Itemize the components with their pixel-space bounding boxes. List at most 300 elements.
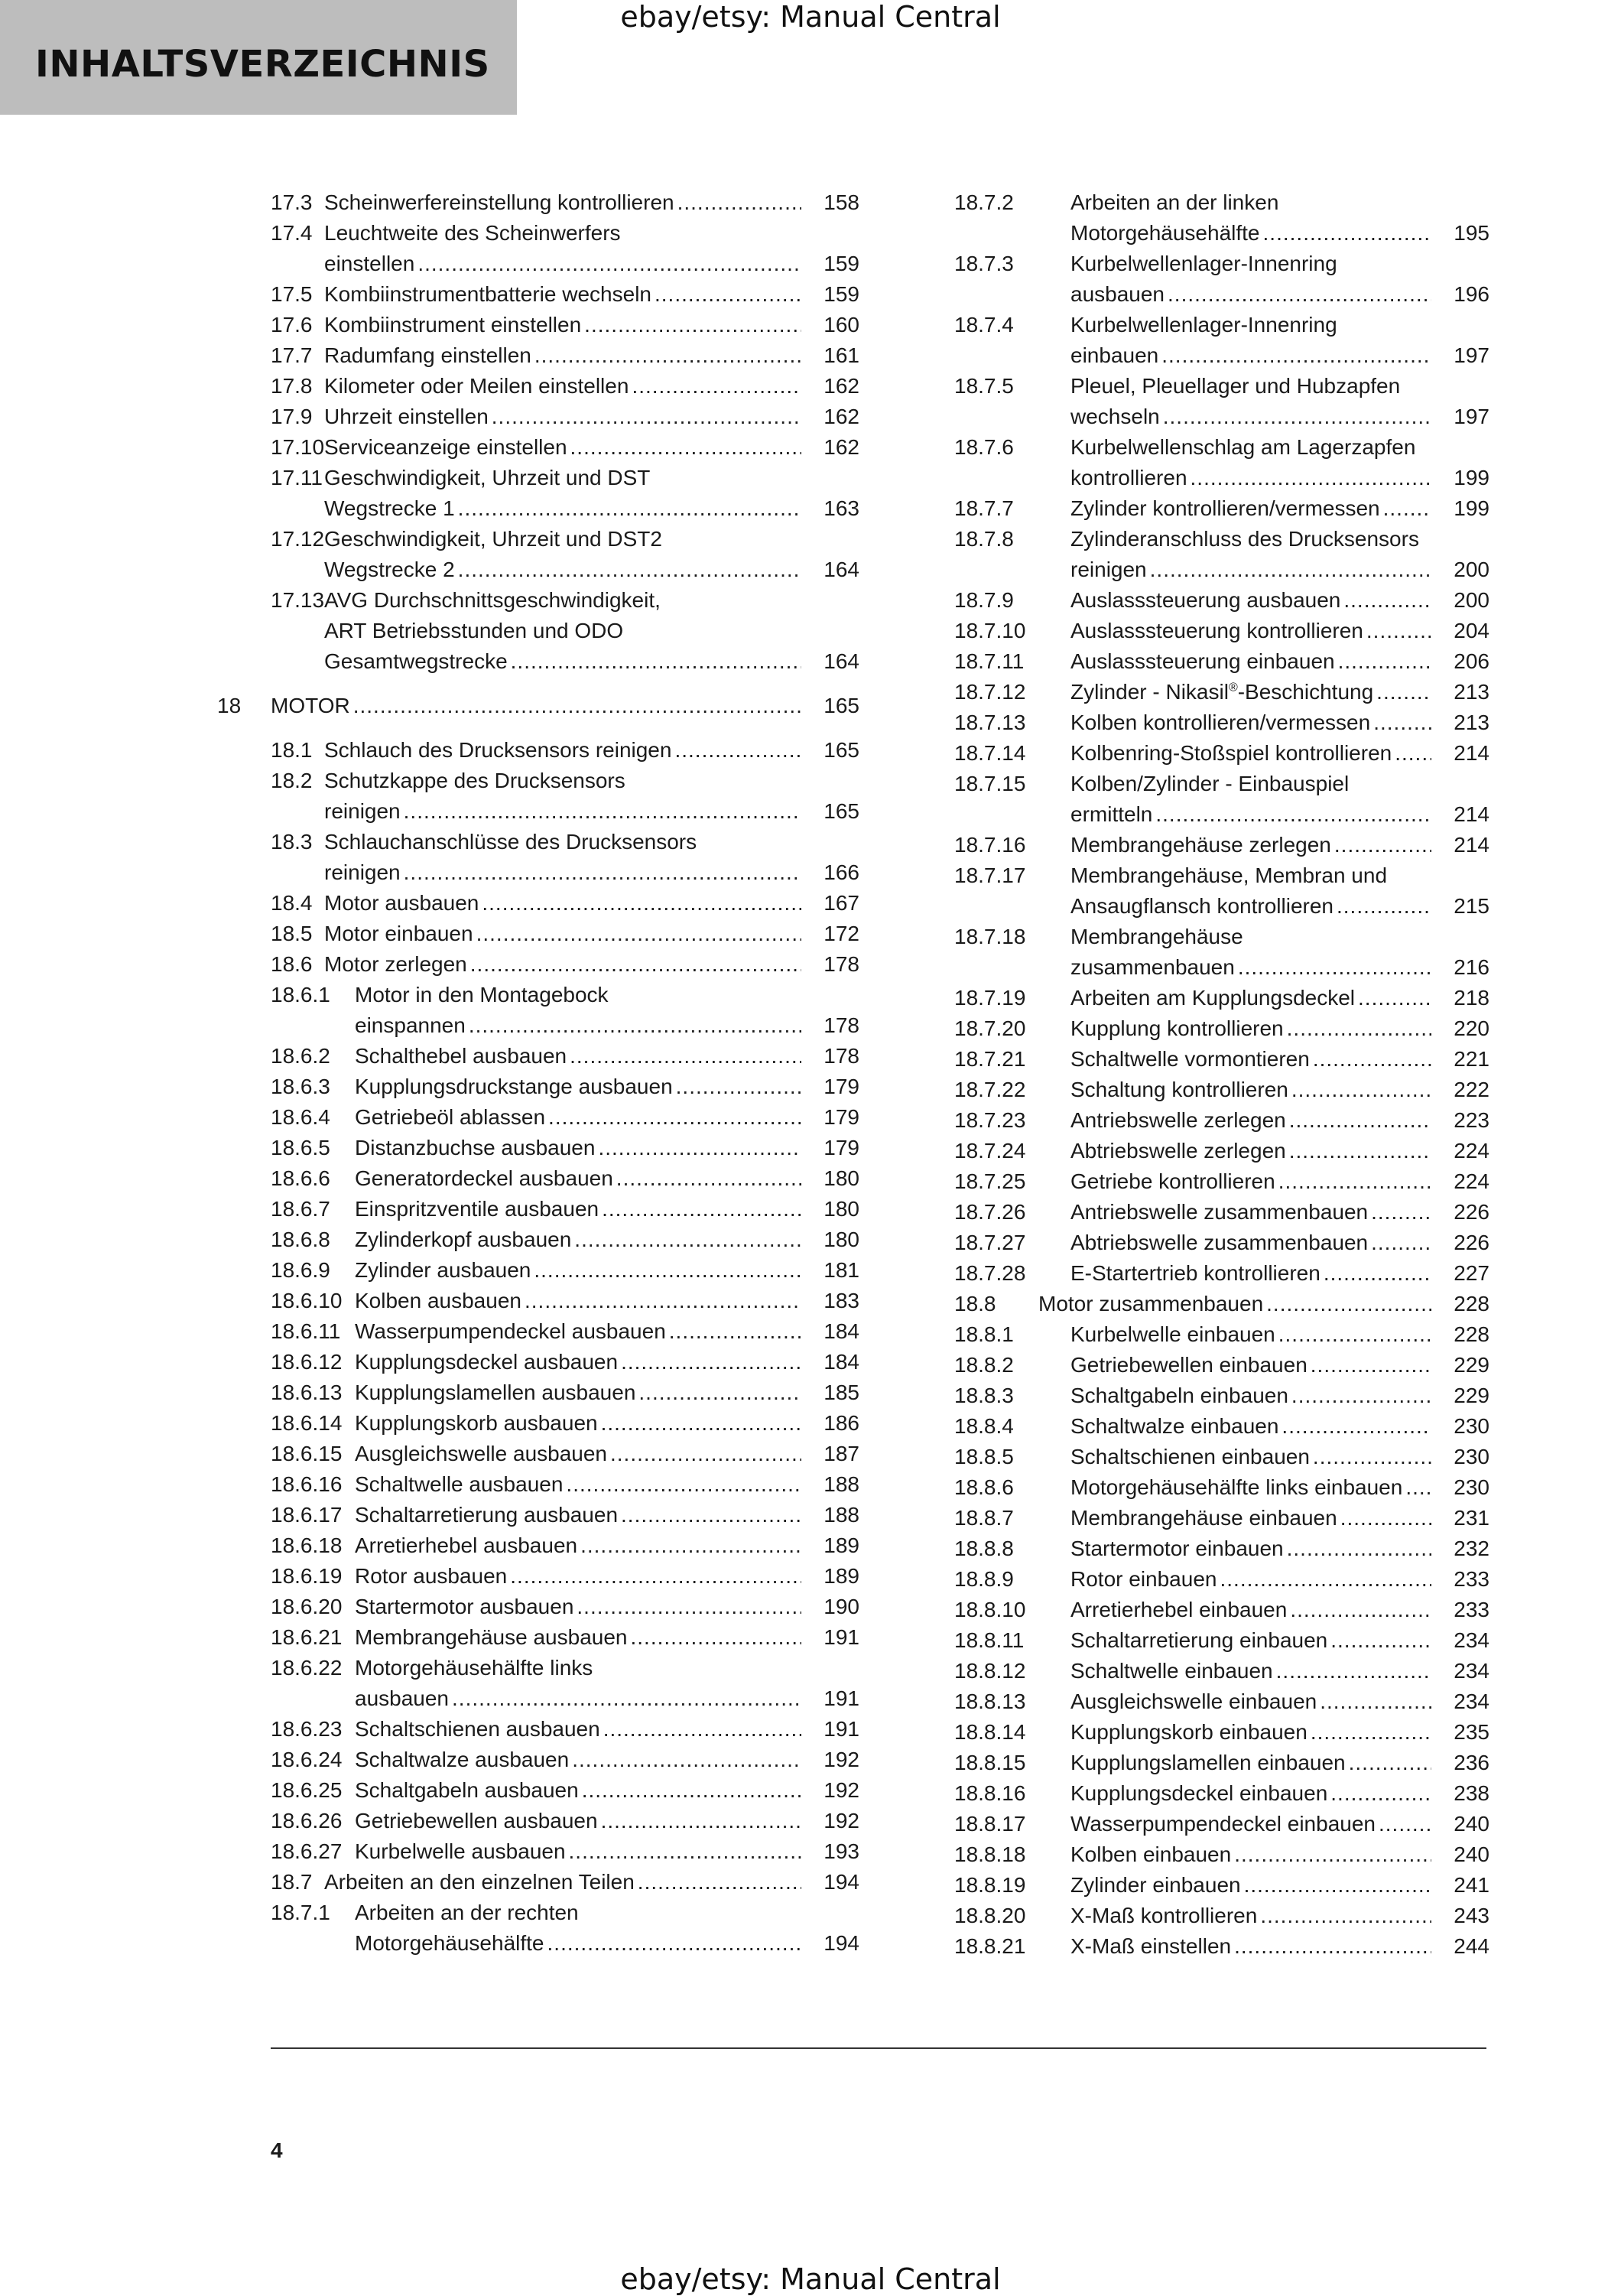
toc-entry-page: 188 <box>823 1472 859 1496</box>
toc-entry-page: 178 <box>823 1013 859 1037</box>
toc-entry-number: 18.6.17 <box>271 1503 343 1527</box>
toc-entry-title: Leuchtweite des Scheinwerfers <box>324 221 621 245</box>
toc-entry-title: Rotor einbauen <box>1070 1567 1217 1591</box>
toc-entry[interactable] <box>954 1839 1489 1870</box>
toc-entry[interactable] <box>954 585 1489 616</box>
toc-entry[interactable] <box>954 1625 1489 1656</box>
toc-entry[interactable] <box>954 1013 1489 1044</box>
toc-entry-page: 185 <box>823 1381 859 1404</box>
toc-entry[interactable] <box>954 1809 1489 1839</box>
toc-entry-page: 197 <box>1454 405 1489 428</box>
toc-entry[interactable] <box>271 218 859 279</box>
watermark-bottom: ebay/etsy: Manual Central <box>620 2262 1001 2296</box>
toc-entry[interactable] <box>954 1564 1489 1595</box>
toc-entry-number: 18.7.12 <box>954 680 1026 704</box>
toc-dot-leader <box>1395 738 1431 769</box>
toc-entry-number: 18.7.4 <box>954 313 1014 337</box>
toc-entry[interactable] <box>954 1656 1489 1686</box>
toc-entry[interactable] <box>271 585 859 677</box>
toc-entry-number: 18.8.13 <box>954 1689 1026 1713</box>
toc-entry-page: 218 <box>1454 986 1489 1010</box>
toc-dot-leader <box>1338 646 1431 677</box>
toc-dot-leader <box>1313 1442 1431 1472</box>
toc-entry-number: 18.8.10 <box>954 1598 1026 1621</box>
toc-entry[interactable] <box>954 1442 1489 1472</box>
toc-entry[interactable] <box>271 432 859 463</box>
toc-entry[interactable] <box>271 888 859 919</box>
toc-entry[interactable] <box>954 860 1489 922</box>
toc-entry[interactable] <box>271 735 859 766</box>
toc-dot-leader <box>1168 279 1431 310</box>
toc-entry-title: Membrangehäuse ausbauen <box>355 1625 628 1649</box>
toc-dot-leader <box>570 1041 801 1072</box>
toc-entry-number: 18.7.11 <box>954 649 1025 673</box>
toc-entry-page: 199 <box>1454 466 1489 489</box>
toc-dot-leader <box>1311 1717 1431 1748</box>
toc-dot-leader <box>584 310 801 340</box>
toc-dot-leader <box>572 1745 801 1775</box>
toc-entry-title: Arbeiten am Kupplungsdeckel <box>1070 986 1356 1010</box>
toc-entry[interactable] <box>954 1044 1489 1075</box>
toc-entry-page: 180 <box>823 1228 859 1251</box>
toc-entry[interactable] <box>271 310 859 340</box>
toc-entry[interactable] <box>271 1469 859 1500</box>
toc-entry-number: 18.7.20 <box>954 1016 1026 1040</box>
toc-entry-number: 18.8.19 <box>954 1873 1026 1897</box>
toc-entry[interactable] <box>954 1228 1489 1258</box>
toc-entry[interactable] <box>954 1870 1489 1901</box>
toc-entry[interactable] <box>271 371 859 402</box>
toc-dot-leader <box>566 1469 801 1500</box>
toc-entry-number: 18.6.26 <box>271 1809 343 1833</box>
toc-dot-leader <box>1371 1228 1431 1258</box>
toc-entry-page: 220 <box>1454 1016 1489 1040</box>
toc-entry-page: 187 <box>823 1442 859 1465</box>
toc-entry-title: Auslasssteuerung einbauen <box>1070 649 1335 673</box>
toc-entry-title: Schalthebel ausbauen <box>355 1044 567 1068</box>
toc-entry-page: 194 <box>823 1931 859 1955</box>
toc-entry-number: 17.5 <box>271 282 313 306</box>
toc-entry[interactable] <box>954 707 1489 738</box>
toc-entry-title: Scheinwerfereinstellung kontrollieren <box>324 190 674 214</box>
toc-entry-title: Schaltwelle vormontieren <box>1070 1047 1310 1071</box>
toc-entry[interactable] <box>271 1653 859 1714</box>
toc-entry[interactable] <box>954 1472 1489 1503</box>
toc-entry-number: 17.4 <box>271 221 313 245</box>
toc-entry-title: Geschwindigkeit, Uhrzeit und DST2 <box>324 527 662 551</box>
toc-entry[interactable] <box>954 1136 1489 1166</box>
toc-entry-number: 18.8.12 <box>954 1659 1026 1683</box>
toc-entry-page: 189 <box>823 1533 859 1557</box>
toc-entry[interactable] <box>271 1316 859 1347</box>
toc-entry-number: 18.6.9 <box>271 1258 330 1282</box>
toc-entry[interactable] <box>954 1931 1489 1962</box>
toc-entry-title: Gesamtwegstrecke <box>324 649 508 673</box>
toc-entry-title: Membrangehäuse zerlegen <box>1070 833 1331 857</box>
toc-entry-title: Auslasssteuerung ausbauen <box>1070 588 1341 612</box>
toc-entry-number: 18.2 <box>271 769 313 792</box>
toc-entry[interactable] <box>954 922 1489 983</box>
toc-entry-page: 233 <box>1454 1598 1489 1621</box>
toc-entry-page: 224 <box>1454 1169 1489 1193</box>
toc-dot-leader <box>616 1163 801 1194</box>
toc-entry[interactable] <box>271 1500 859 1530</box>
toc-entry[interactable] <box>954 371 1489 432</box>
toc-entry-number: 18.6.12 <box>271 1350 343 1374</box>
toc-entry[interactable] <box>954 1533 1489 1564</box>
toc-entry-page: 191 <box>823 1717 859 1741</box>
toc-entry[interactable] <box>271 402 859 432</box>
toc-entry[interactable] <box>271 1041 859 1072</box>
section-title-box <box>0 0 517 115</box>
toc-entry[interactable] <box>271 827 859 888</box>
toc-entry-title: Membrangehäuse, Membran und <box>1070 863 1388 887</box>
toc-entry[interactable] <box>271 1072 859 1102</box>
toc-entry-number: 17.10 <box>271 435 325 459</box>
toc-entry-title: einstellen <box>324 252 415 275</box>
toc-entry[interactable] <box>954 187 1489 249</box>
toc-entry[interactable] <box>954 738 1489 769</box>
toc-entry-page: 234 <box>1454 1689 1489 1713</box>
toc-entry-page: 159 <box>823 252 859 275</box>
toc-entry[interactable] <box>271 1194 859 1224</box>
toc-dot-leader <box>1311 1350 1431 1381</box>
toc-entry-title: Zylinderkopf ausbauen <box>355 1228 572 1251</box>
toc-entry-page: 224 <box>1454 1139 1489 1163</box>
toc-entry-page: 230 <box>1454 1475 1489 1499</box>
toc-entry-title: Schaltwalze einbauen <box>1070 1414 1279 1438</box>
toc-entry-title: Motor zusammenbauen <box>1038 1292 1264 1315</box>
toc-dot-leader <box>417 249 801 279</box>
toc-dot-leader <box>404 857 801 888</box>
toc-dot-leader <box>574 1224 801 1255</box>
toc-entry-page: 189 <box>823 1564 859 1588</box>
toc-entry-title: reinigen <box>324 860 401 884</box>
toc-entry-number: 18.8.6 <box>954 1475 1014 1499</box>
toc-entry-number: 17.12 <box>271 527 325 551</box>
toc-entry-page: 188 <box>823 1503 859 1527</box>
toc-entry[interactable] <box>271 1836 859 1867</box>
toc-entry[interactable] <box>271 1530 859 1561</box>
toc-entry-page: 159 <box>823 282 859 306</box>
toc-entry-title: Einspritzventile ausbauen <box>355 1197 599 1221</box>
toc-entry[interactable] <box>271 919 859 949</box>
toc-entry-page: 231 <box>1454 1506 1489 1530</box>
toc-entry[interactable] <box>271 187 859 218</box>
toc-dot-leader <box>1282 1411 1431 1442</box>
toc-dot-leader <box>1278 1166 1431 1197</box>
toc-entry-page: 165 <box>823 694 859 717</box>
toc-entry[interactable] <box>954 524 1489 585</box>
toc-entry-page: 165 <box>823 738 859 762</box>
toc-entry-title: Zylinderanschluss des Drucksensors <box>1070 527 1419 551</box>
toc-entry-title: Ausgleichswelle einbauen <box>1070 1689 1317 1713</box>
toc-entry-title: Radumfang einstellen <box>324 343 531 367</box>
toc-entry-number: 18.8.15 <box>954 1751 1026 1774</box>
toc-entry-number: 18.7.14 <box>954 741 1026 765</box>
toc-entry-title: einbauen <box>1070 343 1159 367</box>
toc-entry-title: MOTOR <box>271 694 350 717</box>
toc-entry[interactable] <box>217 691 859 721</box>
toc-entry[interactable] <box>954 616 1489 646</box>
toc-entry-number: 18.6.4 <box>271 1105 330 1129</box>
toc-entry-title: Serviceanzeige einstellen <box>324 435 567 459</box>
toc-entry-number: 18.6.16 <box>271 1472 343 1496</box>
toc-entry[interactable] <box>271 1102 859 1133</box>
toc-entry[interactable] <box>954 1748 1489 1778</box>
toc-entry[interactable] <box>271 1622 859 1653</box>
toc-entry-number: 18.6.2 <box>271 1044 330 1068</box>
toc-dot-leader <box>1330 1625 1431 1656</box>
toc-entry-page: 178 <box>823 1044 859 1068</box>
toc-entry[interactable] <box>271 1714 859 1745</box>
toc-entry[interactable] <box>954 1075 1489 1105</box>
toc-entry[interactable] <box>954 1166 1489 1197</box>
toc-entry-title: Schaltwelle ausbauen <box>355 1472 564 1496</box>
toc-entry[interactable] <box>954 830 1489 860</box>
toc-entry-page: 232 <box>1454 1537 1489 1560</box>
toc-entry-number: 18.6.19 <box>271 1564 343 1588</box>
toc-entry[interactable] <box>954 1717 1489 1748</box>
toc-entry-page: 167 <box>823 891 859 915</box>
toc-entry-page: 186 <box>823 1411 859 1435</box>
toc-entry-page: 227 <box>1454 1261 1489 1285</box>
toc-entry-page: 213 <box>1454 711 1489 734</box>
toc-entry-title: Kolben ausbauen <box>355 1289 521 1312</box>
toc-entry[interactable] <box>954 1503 1489 1533</box>
toc-entry-title: Ansaugflansch kontrollieren <box>1070 894 1334 918</box>
toc-entry-page: 183 <box>823 1289 859 1312</box>
footer-divider <box>271 2047 1486 2049</box>
toc-entry[interactable] <box>954 646 1489 677</box>
toc-entry-page: 179 <box>823 1075 859 1098</box>
toc-entry-number: 18.6.3 <box>271 1075 330 1098</box>
toc-entry-title: E-Startertrieb kontrollieren <box>1070 1261 1321 1285</box>
toc-entry-page: 229 <box>1454 1384 1489 1407</box>
toc-entry-title: Schlauch des Drucksensors reinigen <box>324 738 672 762</box>
toc-entry-title: Kupplung kontrollieren <box>1070 1016 1284 1040</box>
toc-entry[interactable] <box>954 769 1489 830</box>
toc-entry-page: 244 <box>1454 1934 1489 1958</box>
toc-entry[interactable] <box>271 1898 859 1959</box>
toc-entry[interactable] <box>271 1439 859 1469</box>
toc-entry-page: 214 <box>1454 741 1489 765</box>
toc-dot-leader <box>1276 1656 1431 1686</box>
toc-entry-title: Getriebewellen einbauen <box>1070 1353 1308 1377</box>
toc-entry-number: 18.7.1 <box>271 1901 330 1924</box>
toc-entry-page: 230 <box>1454 1414 1489 1438</box>
toc-entry-number: 18.8.17 <box>954 1812 1026 1836</box>
toc-entry[interactable] <box>271 1377 859 1408</box>
toc-entry[interactable] <box>954 983 1489 1013</box>
toc-entry-title: Schaltgabeln ausbauen <box>355 1778 579 1802</box>
toc-entry-title: Getriebewellen ausbauen <box>355 1809 598 1833</box>
toc-entry-page: 204 <box>1454 619 1489 642</box>
toc-entry-number: 18.7.17 <box>954 863 1026 887</box>
toc-dot-leader <box>1278 1319 1431 1350</box>
toc-entry[interactable] <box>271 766 859 827</box>
toc-dot-leader <box>580 1530 801 1561</box>
toc-entry[interactable] <box>954 1595 1489 1625</box>
toc-entry-number: 18.7.26 <box>954 1200 1026 1224</box>
toc-entry-number: 17.6 <box>271 313 313 337</box>
toc-entry-number: 18.8.18 <box>954 1842 1026 1866</box>
toc-entry-title: ermitteln <box>1070 802 1153 826</box>
toc-entry-page: 243 <box>1454 1904 1489 1927</box>
toc-entry-number: 18.6.10 <box>271 1289 343 1312</box>
toc-entry-title: einspannen <box>355 1013 466 1037</box>
toc-entry[interactable] <box>954 1381 1489 1411</box>
toc-entry-title: Startermotor einbauen <box>1070 1537 1284 1560</box>
toc-entry[interactable] <box>954 1289 1489 1319</box>
toc-entry-page: 241 <box>1454 1873 1489 1897</box>
toc-dot-leader <box>404 796 801 827</box>
toc-entry[interactable] <box>271 524 859 585</box>
toc-entry-title: Schaltarretierung einbauen <box>1070 1628 1328 1652</box>
toc-entry-title: Membrangehäuse <box>1070 925 1243 948</box>
toc-dot-leader <box>1371 1197 1431 1228</box>
toc-left-column <box>217 187 859 1959</box>
toc-entry-title: AVG Durchschnittsgeschwindigkeit, <box>324 588 661 612</box>
toc-entry[interactable] <box>271 463 859 524</box>
toc-entry-number: 18.6.1 <box>271 983 330 1007</box>
toc-entry-page: 229 <box>1454 1353 1489 1377</box>
toc-entry[interactable] <box>271 1775 859 1806</box>
toc-entry-page: 213 <box>1454 680 1489 704</box>
toc-entry[interactable] <box>954 1411 1489 1442</box>
toc-entry[interactable] <box>271 1133 859 1163</box>
toc-entry-title: ausbauen <box>1070 282 1165 306</box>
toc-entry-title: Schaltwalze ausbauen <box>355 1748 570 1771</box>
toc-entry-title: Startermotor ausbauen <box>355 1595 574 1618</box>
toc-entry-title: Generatordeckel ausbauen <box>355 1166 613 1190</box>
toc-entry-title: Motor in den Montagebock <box>355 983 609 1007</box>
toc-entry-number: 18.7.13 <box>954 711 1026 734</box>
toc-entry-page: 197 <box>1454 343 1489 367</box>
toc-entry[interactable] <box>271 1592 859 1622</box>
toc-entry-page: 206 <box>1454 649 1489 673</box>
toc-entry-number: 18.7.7 <box>954 496 1014 520</box>
toc-dot-leader <box>476 919 801 949</box>
toc-dot-leader <box>1266 1289 1431 1319</box>
toc-entry[interactable] <box>271 1286 859 1316</box>
toc-entry-title: zusammenbauen <box>1070 955 1235 979</box>
toc-entry-number: 18.6.25 <box>271 1778 343 1802</box>
toc-dot-leader <box>1373 707 1431 738</box>
toc-entry-page: 214 <box>1454 833 1489 857</box>
toc-entry[interactable] <box>271 1806 859 1836</box>
toc-entry[interactable] <box>954 1319 1489 1350</box>
toc-entry[interactable] <box>954 310 1489 371</box>
toc-entry-number: 18.6.22 <box>271 1656 343 1680</box>
toc-dot-leader <box>676 1072 801 1102</box>
toc-dot-leader <box>1220 1564 1431 1595</box>
toc-entry-number: 18.8.11 <box>954 1628 1025 1652</box>
toc-entry[interactable] <box>954 1778 1489 1809</box>
toc-entry[interactable] <box>271 1561 859 1592</box>
toc-entry-number: 18.6.20 <box>271 1595 343 1618</box>
toc-entry-number: 18.6.5 <box>271 1136 330 1159</box>
toc-entry-title: Auslasssteuerung kontrollieren <box>1070 619 1363 642</box>
toc-entry-title: Getriebeöl ablassen <box>355 1105 546 1129</box>
toc-entry[interactable] <box>271 1163 859 1194</box>
toc-entry-number: 18.8.20 <box>954 1904 1026 1927</box>
toc-dot-leader <box>1324 1258 1431 1289</box>
toc-entry-page: 193 <box>823 1839 859 1863</box>
toc-entry-page: 200 <box>1454 558 1489 581</box>
toc-entry-title: Schaltgabeln einbauen <box>1070 1384 1288 1407</box>
toc-entry-number: 18.7.3 <box>954 252 1014 275</box>
toc-entry[interactable] <box>954 1901 1489 1931</box>
toc-entry-page: 160 <box>823 313 859 337</box>
toc-entry[interactable] <box>271 1408 859 1439</box>
toc-entry-number: 18.7.25 <box>954 1169 1026 1193</box>
toc-entry-number: 18.8.8 <box>954 1537 1014 1560</box>
toc-dot-leader <box>1383 493 1431 524</box>
toc-entry-number: 17.13 <box>271 588 325 612</box>
toc-entry[interactable] <box>271 1867 859 1898</box>
toc-entry-number: 18.8.1 <box>954 1322 1014 1346</box>
toc-entry-page: 228 <box>1454 1292 1489 1315</box>
toc-entry[interactable] <box>954 1197 1489 1228</box>
toc-entry-number: 18.6.27 <box>271 1839 343 1863</box>
toc-dot-leader <box>632 371 801 402</box>
toc-entry[interactable] <box>954 493 1489 524</box>
toc-entry-title: Antriebswelle zusammenbauen <box>1070 1200 1369 1224</box>
toc-dot-leader <box>458 493 801 524</box>
toc-entry[interactable] <box>954 1686 1489 1717</box>
toc-dot-leader <box>1290 1595 1431 1625</box>
toc-entry[interactable] <box>271 980 859 1041</box>
toc-entry-title: Kupplungskorb einbauen <box>1070 1720 1308 1744</box>
toc-entry-page: 223 <box>1454 1108 1489 1132</box>
toc-dot-leader <box>1238 952 1431 983</box>
toc-dot-leader <box>470 949 801 980</box>
toc-dot-leader <box>458 554 801 585</box>
toc-dot-leader <box>603 1714 801 1745</box>
toc-entry-number: 18.6.6 <box>271 1166 330 1190</box>
toc-entry[interactable] <box>271 1347 859 1377</box>
toc-entry[interactable] <box>271 1745 859 1775</box>
toc-entry-title: Wasserpumpendeckel ausbauen <box>355 1319 666 1343</box>
toc-entry[interactable] <box>271 279 859 310</box>
toc-entry-number: 18.8.21 <box>954 1934 1026 1958</box>
toc-entry-page: 179 <box>823 1105 859 1129</box>
toc-entry-number: 17.11 <box>271 466 323 489</box>
toc-entry[interactable] <box>271 949 859 980</box>
toc-entry[interactable] <box>271 340 859 371</box>
toc-entry-number: 18.8.4 <box>954 1414 1014 1438</box>
toc-entry[interactable] <box>271 1255 859 1286</box>
toc-entry-number: 18.8.3 <box>954 1384 1014 1407</box>
toc-entry-number: 18.4 <box>271 891 313 915</box>
toc-entry[interactable] <box>954 432 1489 493</box>
toc-entry[interactable] <box>954 677 1489 707</box>
toc-entry-number: 17.3 <box>271 190 313 214</box>
toc-dot-leader <box>1313 1044 1431 1075</box>
toc-dot-leader <box>677 187 801 218</box>
toc-entry[interactable] <box>271 1224 859 1255</box>
toc-dot-leader <box>621 1500 801 1530</box>
toc-entry[interactable] <box>954 1105 1489 1136</box>
toc-entry[interactable] <box>954 249 1489 310</box>
toc-entry-page: 200 <box>1454 588 1489 612</box>
toc-entry[interactable] <box>954 1350 1489 1381</box>
toc-entry-number: 18.7.18 <box>954 925 1026 948</box>
toc-entry[interactable] <box>954 1258 1489 1289</box>
toc-entry-title: Schutzkappe des Drucksensors <box>324 769 625 792</box>
toc-entry-number: 18.6.11 <box>271 1319 341 1343</box>
